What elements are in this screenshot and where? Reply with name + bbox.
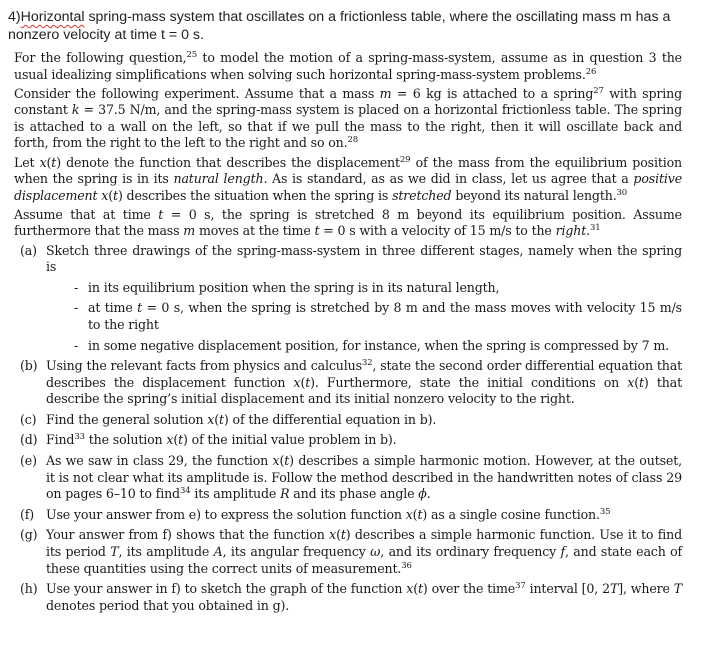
sketch-stage-item (74, 338, 682, 355)
sub-question-label: (b) (20, 358, 38, 374)
sub-question-e (14, 453, 682, 503)
sketch-stage-list (46, 280, 682, 354)
sketch-stage-text: in some negative displacement position, for instance, when the spring is compressed by 7 m. (88, 337, 669, 353)
paragraph-assumptions: For the following question,$^{25}$ to model the motion of a spring-mass-system, assume as in question 3 the usual idealizing simplifications when solving such horizontal spring-mass-system problems.$^{26}$ (14, 50, 682, 82)
sub-question-text: Find the general solution x(t) of the differential equation in b). (46, 411, 437, 427)
sub-question-label: (h) (20, 581, 38, 597)
sub-question-text: Use your answer from e) to express the solution function x(t) as a single cosine function.$^{35}$ (46, 506, 611, 522)
sub-question-h (14, 581, 682, 614)
sub-question-list (14, 243, 682, 615)
sub-question-label: (f) (20, 506, 35, 522)
sub-question-text: As we saw in class 29, the function x(t) describes a simple harmonic motion. However, at the outset, it is not clear what its amplitude is. Follow the method described in the handwritten notes of class 29 on pages 6–10 to find$^{34}$ its amplitude R and its phase angle ϕ. (46, 453, 682, 502)
heading-text: spring-mass system that oscillates on a frictionless table, where the oscillating mass m has a nonzero velocity at time t = 0 s. (8, 9, 671, 43)
sub-question-f (14, 507, 682, 524)
sub-question-label: (e) (20, 453, 37, 469)
sub-question-label: (a) (20, 242, 37, 258)
dash-bullet: - (74, 337, 79, 353)
sub-question-g (14, 527, 682, 577)
sub-question-b (14, 358, 682, 408)
sub-question-text: Find$^{33}$ the solution x(t) of the initial value problem in b). (46, 432, 397, 448)
paragraph-displacement: Let x(t) denote the function that describes the displacement$^{29}$ of the mass from the equilibrium position when the spring is in its natural length. As is standard, as as we did in class, let us agree that a positive displacement x(t) describes the situation when the spring is stretched beyond its natural length.$^{30}$ (14, 154, 683, 203)
sub-question-text: Use your answer in f) to sketch the graph of the function x(t) over the time$^{37}$ interval [0, 2T], where T denotes period that you obtained in g). (46, 581, 683, 613)
sub-question-label: (g) (20, 527, 38, 543)
sub-question-c (14, 412, 682, 429)
dash-bullet: - (74, 279, 79, 295)
dash-bullet: - (74, 300, 79, 316)
sub-question-text: Sketch three drawings of the spring-mass-system in three different stages, namely when the spring is (46, 242, 682, 275)
sub-question-a (14, 243, 682, 355)
problem-body (14, 50, 682, 618)
paragraph-experiment: Consider the following experiment. Assume that a mass m = 6 kg is attached to a spring$^{27}$ with spring constant k = 37.5 N/m, and the spring-mass system is placed on a horizontal frictionless table. The spring is attached to a wall on the left, so that if we pull the mass to the right, then it will oscillate back and forth, from the right to the left to the right and so on.$^{28}$ (14, 85, 682, 151)
sub-question-label: (c) (20, 411, 37, 427)
question-heading (8, 8, 698, 44)
sub-question-label: (d) (20, 432, 38, 448)
sketch-stage-text: in its equilibrium position when the spring is in its natural length, (88, 279, 500, 295)
paragraph-initial-conditions: Assume that at time t = 0 s, the spring is stretched 8 m beyond its equilibrium position. Assume furthermore that the mass m moves at the time t = 0 s with a velocity of 15 m/s to the right.$^{31}$ (14, 206, 682, 239)
heading-underlined-word: Horizontal (20, 9, 85, 25)
sub-question-text: Your answer from f) shows that the function x(t) describes a simple harmonic function. Use it to find its period T, its amplitude A, its angular frequency ω, and its ordinary frequency f, and state each of these quantities using the correct units of measurement.$^{36}$ (46, 527, 683, 576)
sketch-stage-item (74, 300, 682, 333)
sketch-stage-text: at time t = 0 s, when the spring is stretched by 8 m and the mass moves with velocity 15 m/s to the right (88, 300, 682, 332)
sub-question-text: Using the relevant facts from physics and calculus$^{32}$, state the second order differential equation that describes the displacement function x(t). Furthermore, state the initial conditions on x(t) that describe the spring’s initial displacement and its initial nonzero velocity to the right. (46, 358, 682, 407)
question-number: 4) (8, 9, 21, 25)
sub-question-d (14, 432, 682, 449)
sketch-stage-item (74, 280, 682, 297)
